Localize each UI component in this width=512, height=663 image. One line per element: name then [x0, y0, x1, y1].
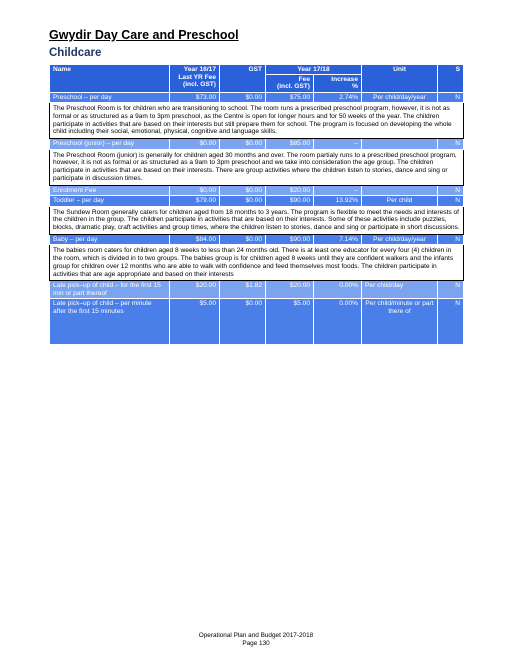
row-s: N: [438, 281, 464, 299]
table-row: [50, 299, 464, 345]
row-name: Enrolment Fee: [50, 185, 170, 196]
row-unit: Per child: [362, 196, 438, 207]
row-description: The Sundew Room generally caters for children aged from 18 months to 3 years. The program is flexible to meet the needs and interests of the children in the group. The children participate in activities that are based on their interests. Some of these activities include puzzles, blocks, dramatic play, craft activities and group times, where the children listen to stories, dance and sing or participate in short discussions.: [50, 206, 464, 234]
row-description: The babies room caters for children aged 8 weeks to less than 24 months old. There is at least one educator for every four (4) children in the room, which is divided in to two groups. The babies group is for children aged 8 weeks until they are confident walkers and the infants group for children over 12 months who are able to walk with confidence and feed themselves most foods. The children participate in activities that are age appropriate and based on their interests: [50, 245, 464, 281]
row-fee: $90.00: [266, 234, 314, 245]
header-increase: [314, 74, 362, 92]
row-increase: 2.74%: [314, 92, 362, 103]
header-increase-line2: %: [352, 83, 358, 91]
row-last-year-fee: $79.00: [170, 196, 220, 207]
table-row-description: [50, 245, 464, 281]
row-gst: $1.82: [220, 281, 266, 299]
table-header-row: [50, 65, 464, 75]
fees-table: [49, 64, 464, 345]
row-increase: 0.00%: [314, 299, 362, 345]
row-gst: $0.00: [220, 185, 266, 196]
row-description: The Preschool Room (junior) is generally for children aged 30 months and over. The room partialy runs to a prescribed preschool program, however, it is not as formal or as structured as a 9am to 3pm preschool and we take into consideration the age group. The children participate in activities that are based on their interests. There are group activities where the children listen to stories, dance and sing or participate in discussion times.: [50, 149, 464, 185]
row-fee: $75.00: [266, 92, 314, 103]
row-last-year-fee: $5.00: [170, 299, 220, 345]
header-last-year-fee: [170, 65, 220, 93]
footer-page-number: Page 130: [242, 640, 270, 647]
row-s: N: [438, 139, 464, 150]
header-fee-line2: (incl. GST): [277, 83, 310, 91]
table-row: [50, 185, 464, 196]
row-increase: –: [314, 139, 362, 150]
section-title: Childcare: [49, 47, 102, 59]
row-unit: [362, 139, 438, 150]
row-name: Baby – per day: [50, 234, 170, 245]
row-last-year-fee: $0.00: [170, 139, 220, 150]
row-unit: [362, 185, 438, 196]
row-s: N: [438, 185, 464, 196]
page: [49, 28, 463, 345]
row-gst: $0.00: [220, 196, 266, 207]
header-s: S: [438, 65, 464, 93]
row-last-year-fee: $20.00: [170, 281, 220, 299]
row-gst: $0.00: [220, 234, 266, 245]
table-row: [50, 139, 464, 150]
row-fee: $90.00: [266, 196, 314, 207]
table-row-description: [50, 206, 464, 234]
header-last-year-line1: Year 16/17: [183, 66, 216, 73]
row-unit: Per child/day/year: [362, 234, 438, 245]
table-row-description: [50, 149, 464, 185]
row-unit: Per child/day/year: [362, 92, 438, 103]
header-fee: [266, 74, 314, 92]
row-gst: $0.00: [220, 299, 266, 345]
row-name: Toddler – per day: [50, 196, 170, 207]
row-s: N: [438, 299, 464, 345]
row-name: Preschool – per day: [50, 92, 170, 103]
row-increase: 0.00%: [314, 281, 362, 299]
page-footer: [0, 632, 512, 648]
row-gst: $0.00: [220, 139, 266, 150]
footer-document-name: Operational Plan and Budget 2017-2018: [198, 632, 314, 639]
header-fee-line1: Fee: [298, 75, 310, 83]
table-row: [50, 196, 464, 207]
header-name: Name: [50, 65, 170, 93]
header-increase-line1: Increase: [331, 75, 358, 83]
row-fee: $85.00: [266, 139, 314, 150]
header-gst: GST: [220, 65, 266, 93]
row-increase: –: [314, 185, 362, 196]
row-unit: Per child/minute or part there of: [362, 299, 438, 345]
row-fee: $5.00: [266, 299, 314, 345]
row-last-year-fee: $0.00: [170, 185, 220, 196]
row-s: N: [438, 196, 464, 207]
row-gst: $0.00: [220, 92, 266, 103]
row-unit: Per child/day: [362, 281, 438, 299]
table-row: [50, 281, 464, 299]
row-s: N: [438, 234, 464, 245]
header-last-year-line3: (incl. GST): [183, 81, 216, 89]
row-last-year-fee: $84.00: [170, 234, 220, 245]
row-fee: $20.00: [266, 185, 314, 196]
row-name: Late pick–up of child – for the first 15 min or part thereof: [50, 281, 170, 299]
header-year-group: Year 17/18: [266, 65, 362, 75]
row-s: N: [438, 92, 464, 103]
table-row: [50, 92, 464, 103]
table-row-description: [50, 103, 464, 139]
document-title: Gwydir Day Care and Preschool: [49, 28, 239, 42]
row-increase: 7.14%: [314, 234, 362, 245]
row-last-year-fee: $73.00: [170, 92, 220, 103]
header-unit: Unit: [362, 65, 438, 93]
header-last-year-line2: Last YR Fee: [178, 73, 216, 81]
row-name: Late pick–up of child – per minute after the first 15 minutes: [50, 299, 170, 345]
row-name: Preschool (junior) – per day: [50, 139, 170, 150]
table-row: [50, 234, 464, 245]
row-fee: $20.00: [266, 281, 314, 299]
row-description: The Preschool Room is for children who are transitioning to school. The room runs a prescribed preschool program, however, it is not as formal or as structured as a 9am to 3pm preschool, as the Centre is open for longer hours and for 50 weeks of the year. The children participate in activities that are based on their interests but still prepare them for school. The program is focused on developing the whole child including their social, emotional, physical, cognitive and language skills.: [50, 103, 464, 139]
row-increase: 13.92%: [314, 196, 362, 207]
